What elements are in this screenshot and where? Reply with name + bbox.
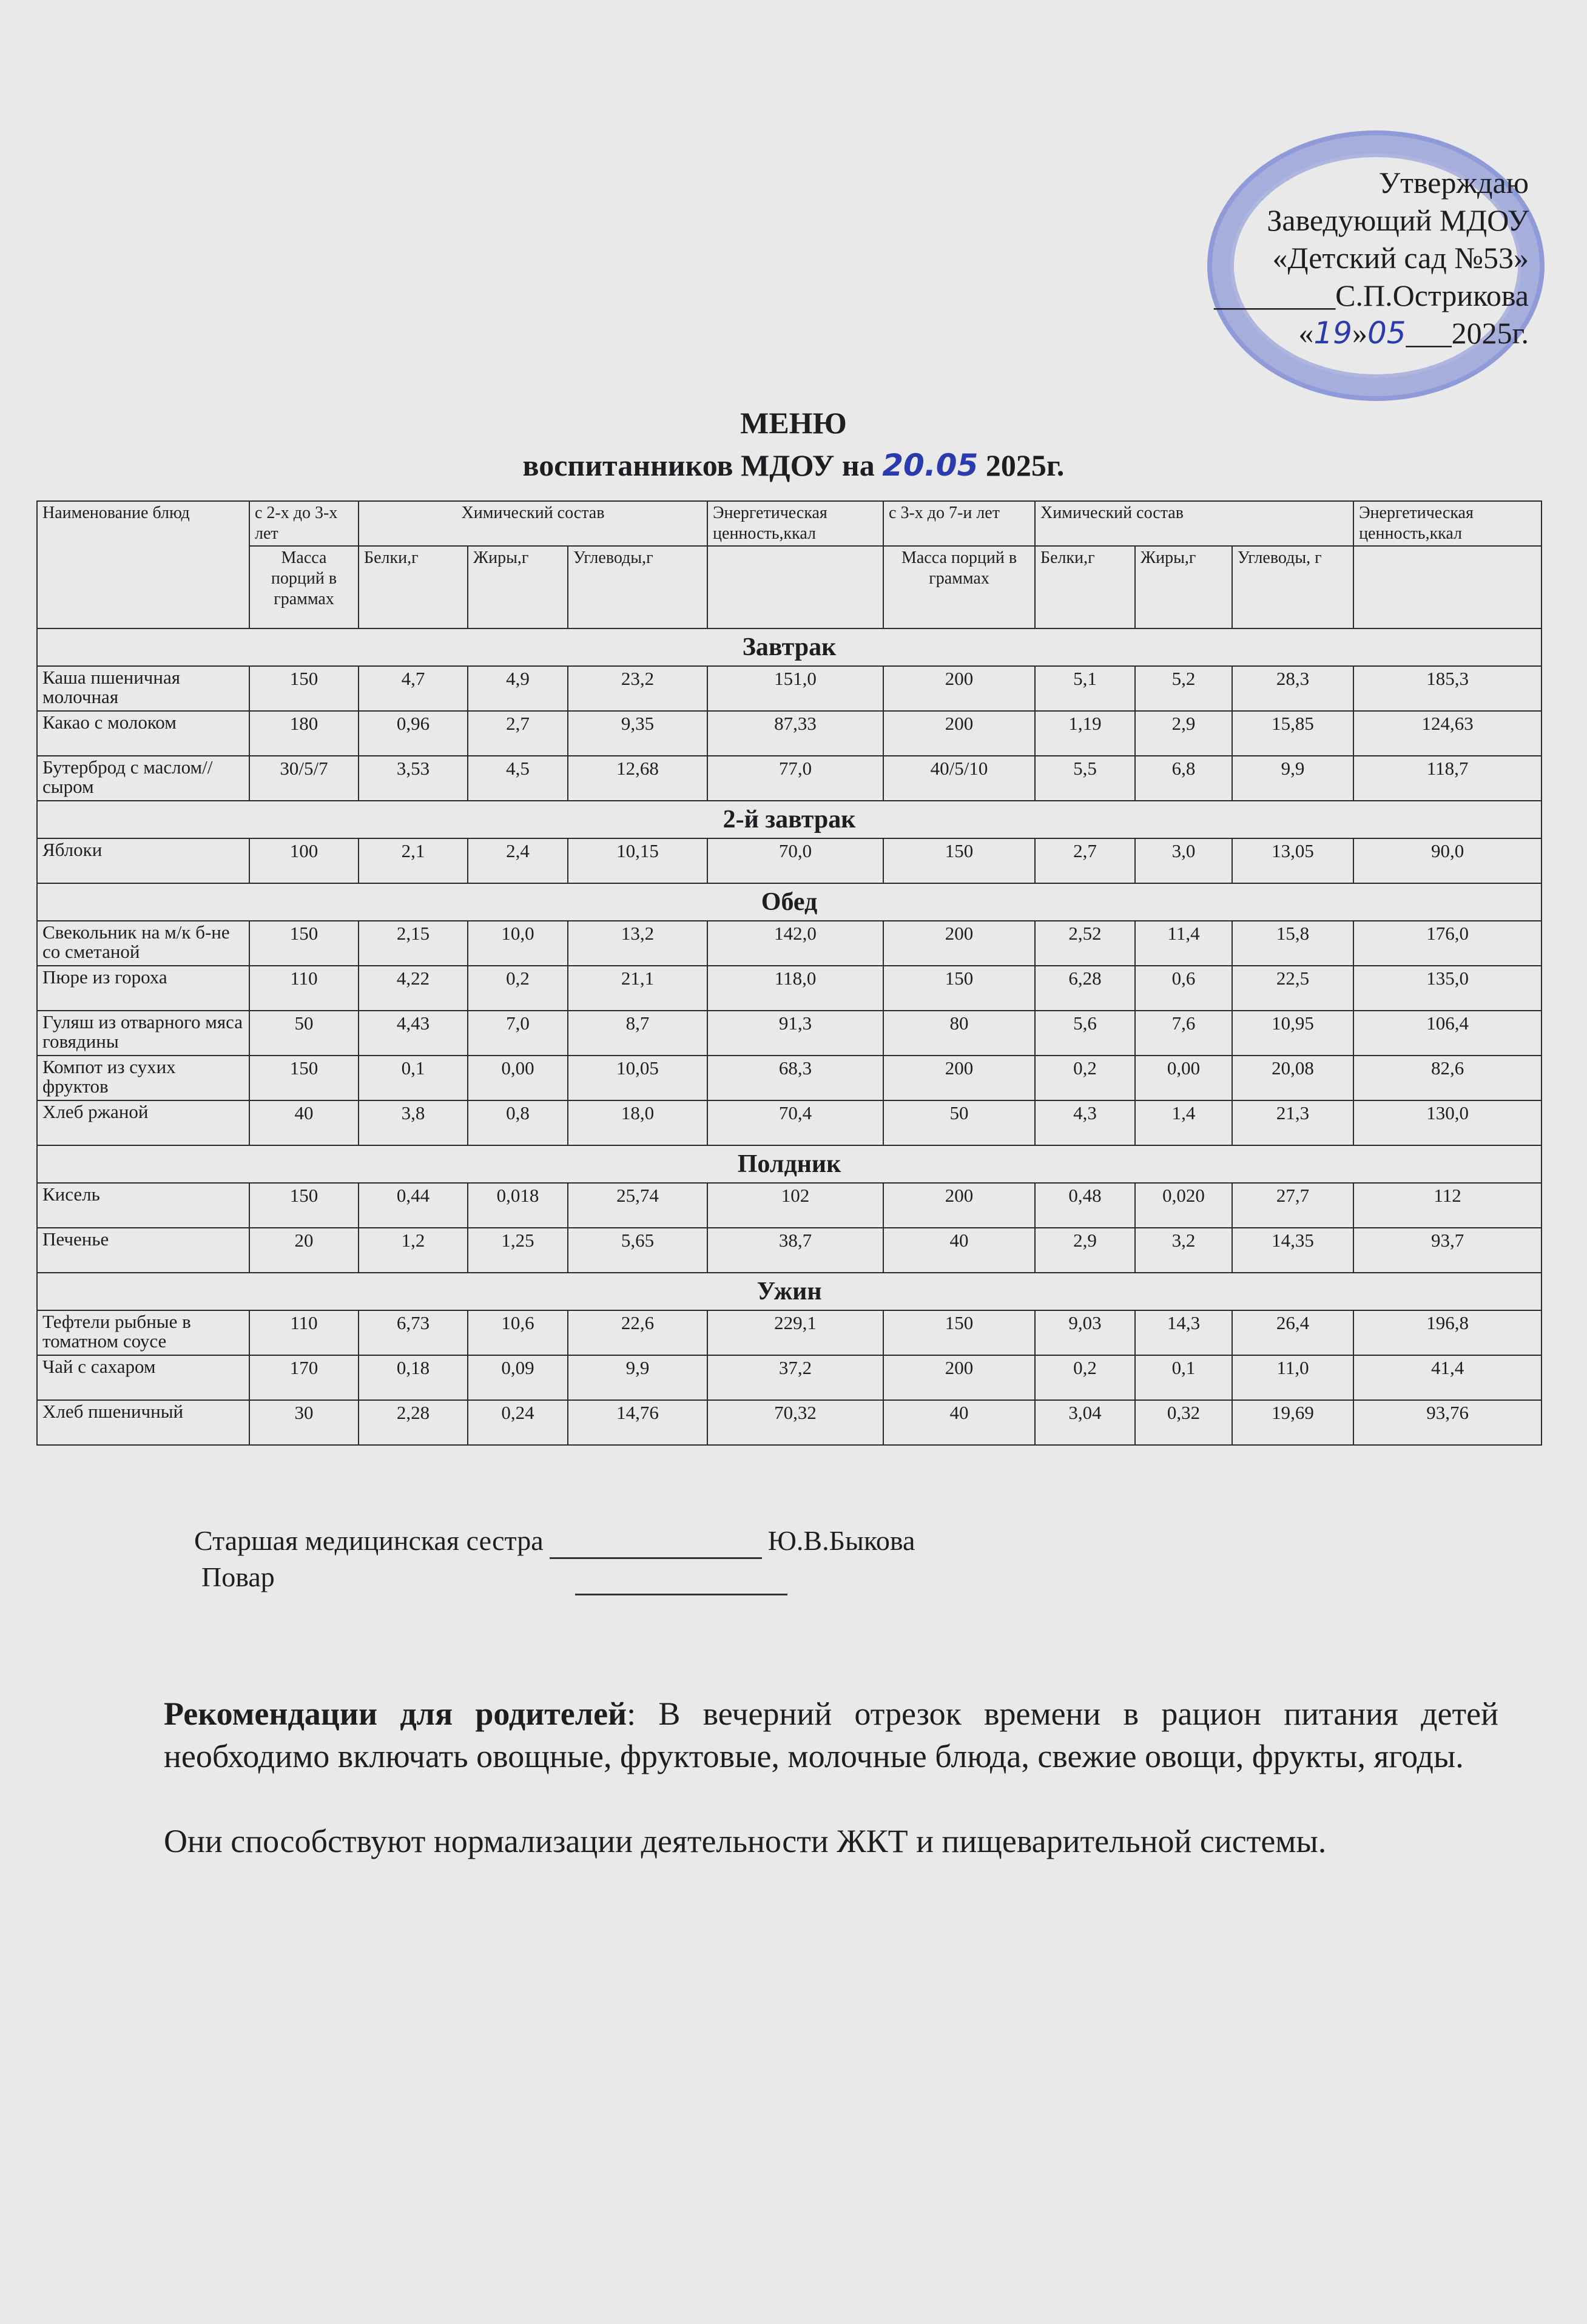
approval-date-day: 19 xyxy=(1313,315,1352,351)
value-cell: 150 xyxy=(249,666,359,711)
value-cell: 0,2 xyxy=(1035,1056,1135,1100)
header-carb-1: Углеводы,г xyxy=(568,546,707,628)
value-cell: 70,32 xyxy=(707,1400,883,1445)
table-row xyxy=(37,966,1542,1011)
value-cell: 200 xyxy=(883,666,1035,711)
table-row xyxy=(37,756,1542,801)
header-age-1: с 2-х до 3-х лет xyxy=(249,501,359,546)
value-cell: 9,03 xyxy=(1035,1310,1135,1355)
table-row xyxy=(37,1310,1542,1355)
value-cell: 0,48 xyxy=(1035,1183,1135,1228)
signatures-block xyxy=(194,1523,915,1595)
value-cell: 13,2 xyxy=(568,921,707,966)
menu-table xyxy=(36,500,1542,1446)
section-title: 2-й завтрак xyxy=(37,801,1542,838)
approval-block xyxy=(1141,164,1529,352)
value-cell: 5,5 xyxy=(1035,756,1135,801)
value-cell: 2,15 xyxy=(359,921,468,966)
value-cell: 37,2 xyxy=(707,1355,883,1400)
value-cell: 40 xyxy=(883,1400,1035,1445)
dish-name-cell: Бутерброд с маслом//сыром xyxy=(37,756,249,801)
approval-date-year: 2025г. xyxy=(1451,316,1529,350)
value-cell: 3,53 xyxy=(359,756,468,801)
approval-position: Заведующий МДОУ xyxy=(1267,203,1529,237)
value-cell: 12,68 xyxy=(568,756,707,801)
table-row xyxy=(37,1056,1542,1100)
value-cell: 93,7 xyxy=(1353,1228,1542,1273)
value-cell: 150 xyxy=(249,1183,359,1228)
value-cell: 0,2 xyxy=(1035,1355,1135,1400)
table-row xyxy=(37,1400,1542,1445)
section-title: Ужин xyxy=(37,1273,1542,1310)
value-cell: 80 xyxy=(883,1011,1035,1056)
value-cell: 102 xyxy=(707,1183,883,1228)
value-cell: 200 xyxy=(883,921,1035,966)
value-cell: 90,0 xyxy=(1353,838,1542,883)
section-row xyxy=(37,883,1542,921)
value-cell: 21,3 xyxy=(1232,1100,1353,1145)
dish-name-cell: Кисель xyxy=(37,1183,249,1228)
recommendations-paragraph xyxy=(164,1692,1498,1777)
value-cell: 150 xyxy=(883,838,1035,883)
table-row xyxy=(37,1183,1542,1228)
recommendations-text: : В вечерний отрезок времени в рацион питания детей необходимо включать овощные, фруктовые, молочные блюда, свежие овощи, фрукты, ягоды. xyxy=(164,1696,1498,1774)
dish-name-cell: Компот из сухих фруктов xyxy=(37,1056,249,1100)
cook-signature-row xyxy=(194,1559,915,1595)
value-cell: 200 xyxy=(883,711,1035,756)
value-cell: 1,25 xyxy=(468,1228,568,1273)
value-cell: 18,0 xyxy=(568,1100,707,1145)
dish-name-cell: Хлеб ржаной xyxy=(37,1100,249,1145)
subtitle-date: 20.05 xyxy=(882,448,979,483)
value-cell: 19,69 xyxy=(1232,1400,1353,1445)
header-energy-2-blank xyxy=(1353,546,1542,628)
nurse-signature-row xyxy=(194,1523,915,1559)
value-cell: 10,0 xyxy=(468,921,568,966)
value-cell: 21,1 xyxy=(568,966,707,1011)
value-cell: 3,0 xyxy=(1135,838,1232,883)
table-row xyxy=(37,1011,1542,1056)
header-energy-2: Энергетическая ценность,ккал xyxy=(1353,501,1542,546)
value-cell: 93,76 xyxy=(1353,1400,1542,1445)
value-cell: 2,7 xyxy=(468,711,568,756)
header-fat-1: Жиры,г xyxy=(468,546,568,628)
table-row xyxy=(37,1100,1542,1145)
value-cell: 0,44 xyxy=(359,1183,468,1228)
approval-signatory-name: С.П.Острикова xyxy=(1335,278,1529,312)
value-cell: 185,3 xyxy=(1353,666,1542,711)
table-row xyxy=(37,838,1542,883)
header-mass-2: Масса порций в граммах xyxy=(883,546,1035,628)
value-cell: 23,2 xyxy=(568,666,707,711)
value-cell: 0,09 xyxy=(468,1355,568,1400)
cook-signature-line xyxy=(575,1569,787,1595)
value-cell: 2,1 xyxy=(359,838,468,883)
nurse-name: Ю.В.Быкова xyxy=(767,1525,915,1556)
value-cell: 14,3 xyxy=(1135,1310,1232,1355)
value-cell: 4,7 xyxy=(359,666,468,711)
header-energy-1-blank xyxy=(707,546,883,628)
menu-table-header xyxy=(37,501,1542,628)
value-cell: 15,85 xyxy=(1232,711,1353,756)
header-energy-1: Энергетическая ценность,ккал xyxy=(707,501,883,546)
header-carb-2: Углеводы, г xyxy=(1232,546,1353,628)
dish-name-cell: Тефтели рыбные в томатном соусе xyxy=(37,1310,249,1355)
value-cell: 106,4 xyxy=(1353,1011,1542,1056)
table-row xyxy=(37,666,1542,711)
value-cell: 11,0 xyxy=(1232,1355,1353,1400)
value-cell: 22,5 xyxy=(1232,966,1353,1011)
recommendations-paragraph-2: Они способствуют нормализации деятельности ЖКТ и пищеварительной системы. xyxy=(164,1823,1327,1859)
value-cell: 200 xyxy=(883,1355,1035,1400)
nurse-signature-line xyxy=(550,1533,762,1559)
dish-name-cell: Печенье xyxy=(37,1228,249,1273)
menu-table-body xyxy=(37,628,1542,1445)
header-protein-2: Белки,г xyxy=(1035,546,1135,628)
value-cell: 200 xyxy=(883,1183,1035,1228)
header-chem-1: Химический состав xyxy=(359,501,707,546)
value-cell: 124,63 xyxy=(1353,711,1542,756)
value-cell: 1,19 xyxy=(1035,711,1135,756)
value-cell: 50 xyxy=(249,1011,359,1056)
value-cell: 5,2 xyxy=(1135,666,1232,711)
value-cell: 2,4 xyxy=(468,838,568,883)
value-cell: 68,3 xyxy=(707,1056,883,1100)
header-chem-2: Химический состав xyxy=(1035,501,1353,546)
value-cell: 11,4 xyxy=(1135,921,1232,966)
value-cell: 40/5/10 xyxy=(883,756,1035,801)
value-cell: 38,7 xyxy=(707,1228,883,1273)
subtitle-year: 2025г. xyxy=(985,448,1065,482)
value-cell: 0,8 xyxy=(468,1100,568,1145)
value-cell: 0,96 xyxy=(359,711,468,756)
value-cell: 112 xyxy=(1353,1183,1542,1228)
value-cell: 0,2 xyxy=(468,966,568,1011)
value-cell: 40 xyxy=(249,1100,359,1145)
value-cell: 2,28 xyxy=(359,1400,468,1445)
value-cell: 2,52 xyxy=(1035,921,1135,966)
value-cell: 130,0 xyxy=(1353,1100,1542,1145)
value-cell: 0,6 xyxy=(1135,966,1232,1011)
header-mass-1: Масса порций в граммах xyxy=(249,546,359,628)
value-cell: 150 xyxy=(883,1310,1035,1355)
header-protein-1: Белки,г xyxy=(359,546,468,628)
value-cell: 6,8 xyxy=(1135,756,1232,801)
value-cell: 5,6 xyxy=(1035,1011,1135,1056)
approval-date: «19»05___2025г. xyxy=(1298,315,1529,351)
value-cell: 4,22 xyxy=(359,966,468,1011)
header-name: Наименование блюд xyxy=(37,501,249,628)
value-cell: 2,7 xyxy=(1035,838,1135,883)
table-row xyxy=(37,1355,1542,1400)
value-cell: 22,6 xyxy=(568,1310,707,1355)
value-cell: 9,9 xyxy=(568,1355,707,1400)
value-cell: 27,7 xyxy=(1232,1183,1353,1228)
value-cell: 26,4 xyxy=(1232,1310,1353,1355)
section-row xyxy=(37,1273,1542,1310)
table-row xyxy=(37,711,1542,756)
value-cell: 1,4 xyxy=(1135,1100,1232,1145)
value-cell: 30/5/7 xyxy=(249,756,359,801)
cook-label: Повар xyxy=(201,1561,275,1592)
value-cell: 10,15 xyxy=(568,838,707,883)
dish-name-cell: Какао с молоком xyxy=(37,711,249,756)
value-cell: 180 xyxy=(249,711,359,756)
value-cell: 14,35 xyxy=(1232,1228,1353,1273)
value-cell: 0,020 xyxy=(1135,1183,1232,1228)
value-cell: 142,0 xyxy=(707,921,883,966)
value-cell: 70,4 xyxy=(707,1100,883,1145)
section-row xyxy=(37,801,1542,838)
value-cell: 4,43 xyxy=(359,1011,468,1056)
dish-name-cell: Гуляш из отварного мяса говядины xyxy=(37,1011,249,1056)
value-cell: 110 xyxy=(249,966,359,1011)
value-cell: 4,3 xyxy=(1035,1100,1135,1145)
header-age-2: с 3-х до 7-и лет xyxy=(883,501,1035,546)
value-cell: 100 xyxy=(249,838,359,883)
value-cell: 25,74 xyxy=(568,1183,707,1228)
value-cell: 2,9 xyxy=(1035,1228,1135,1273)
value-cell: 10,6 xyxy=(468,1310,568,1355)
value-cell: 82,6 xyxy=(1353,1056,1542,1100)
section-title: Обед xyxy=(37,883,1542,921)
value-cell: 118,7 xyxy=(1353,756,1542,801)
value-cell: 200 xyxy=(883,1056,1035,1100)
value-cell: 40 xyxy=(883,1228,1035,1273)
value-cell: 118,0 xyxy=(707,966,883,1011)
value-cell: 28,3 xyxy=(1232,666,1353,711)
value-cell: 5,1 xyxy=(1035,666,1135,711)
value-cell: 176,0 xyxy=(1353,921,1542,966)
value-cell: 150 xyxy=(249,1056,359,1100)
value-cell: 150 xyxy=(249,921,359,966)
value-cell: 0,1 xyxy=(1135,1355,1232,1400)
value-cell: 77,0 xyxy=(707,756,883,801)
value-cell: 170 xyxy=(249,1355,359,1400)
dish-name-cell: Свекольник на м/к б-не со сметаной xyxy=(37,921,249,966)
value-cell: 229,1 xyxy=(707,1310,883,1355)
value-cell: 13,05 xyxy=(1232,838,1353,883)
header-fat-2: Жиры,г xyxy=(1135,546,1232,628)
value-cell: 196,8 xyxy=(1353,1310,1542,1355)
recommendations-label: Рекомендации для родителей xyxy=(164,1696,627,1732)
value-cell: 0,018 xyxy=(468,1183,568,1228)
subtitle-prefix: воспитанников МДОУ на xyxy=(522,448,875,482)
value-cell: 14,76 xyxy=(568,1400,707,1445)
value-cell: 2,9 xyxy=(1135,711,1232,756)
value-cell: 20 xyxy=(249,1228,359,1273)
value-cell: 30 xyxy=(249,1400,359,1445)
value-cell: 20,08 xyxy=(1232,1056,1353,1100)
value-cell: 10,05 xyxy=(568,1056,707,1100)
value-cell: 91,3 xyxy=(707,1011,883,1056)
table-row xyxy=(37,921,1542,966)
value-cell: 0,1 xyxy=(359,1056,468,1100)
value-cell: 3,04 xyxy=(1035,1400,1135,1445)
section-title: Завтрак xyxy=(37,628,1542,666)
approval-date-month: 05 xyxy=(1367,315,1406,351)
value-cell: 0,24 xyxy=(468,1400,568,1445)
value-cell: 8,7 xyxy=(568,1011,707,1056)
value-cell: 110 xyxy=(249,1310,359,1355)
value-cell: 135,0 xyxy=(1353,966,1542,1011)
dish-name-cell: Хлеб пшеничный xyxy=(37,1400,249,1445)
document-title: МЕНЮ xyxy=(740,406,847,440)
value-cell: 7,0 xyxy=(468,1011,568,1056)
approval-organization: «Детский сад №53» xyxy=(1272,241,1529,275)
section-title: Полдник xyxy=(37,1145,1542,1183)
value-cell: 7,6 xyxy=(1135,1011,1232,1056)
dish-name-cell: Яблоки xyxy=(37,838,249,883)
dish-name-cell: Пюре из гороха xyxy=(37,966,249,1011)
section-row xyxy=(37,1145,1542,1183)
value-cell: 41,4 xyxy=(1353,1355,1542,1400)
value-cell: 0,00 xyxy=(468,1056,568,1100)
dish-name-cell: Каша пшеничная молочная xyxy=(37,666,249,711)
value-cell: 6,28 xyxy=(1035,966,1135,1011)
document-subtitle xyxy=(0,446,1587,485)
value-cell: 5,65 xyxy=(568,1228,707,1273)
value-cell: 9,35 xyxy=(568,711,707,756)
value-cell: 10,95 xyxy=(1232,1011,1353,1056)
section-row xyxy=(37,628,1542,666)
value-cell: 70,0 xyxy=(707,838,883,883)
value-cell: 15,8 xyxy=(1232,921,1353,966)
value-cell: 0,00 xyxy=(1135,1056,1232,1100)
value-cell: 3,8 xyxy=(359,1100,468,1145)
dish-name-cell: Чай с сахаром xyxy=(37,1355,249,1400)
approval-title: Утверждаю xyxy=(1378,166,1529,200)
value-cell: 0,32 xyxy=(1135,1400,1232,1445)
value-cell: 4,5 xyxy=(468,756,568,801)
value-cell: 6,73 xyxy=(359,1310,468,1355)
value-cell: 50 xyxy=(883,1100,1035,1145)
table-row xyxy=(37,1228,1542,1273)
value-cell: 150 xyxy=(883,966,1035,1011)
value-cell: 3,2 xyxy=(1135,1228,1232,1273)
nurse-label: Старшая медицинская сестра xyxy=(194,1525,544,1556)
value-cell: 4,9 xyxy=(468,666,568,711)
value-cell: 0,18 xyxy=(359,1355,468,1400)
value-cell: 1,2 xyxy=(359,1228,468,1273)
approval-signatory: ________С.П.Острикова xyxy=(1214,278,1529,312)
value-cell: 9,9 xyxy=(1232,756,1353,801)
value-cell: 87,33 xyxy=(707,711,883,756)
value-cell: 151,0 xyxy=(707,666,883,711)
